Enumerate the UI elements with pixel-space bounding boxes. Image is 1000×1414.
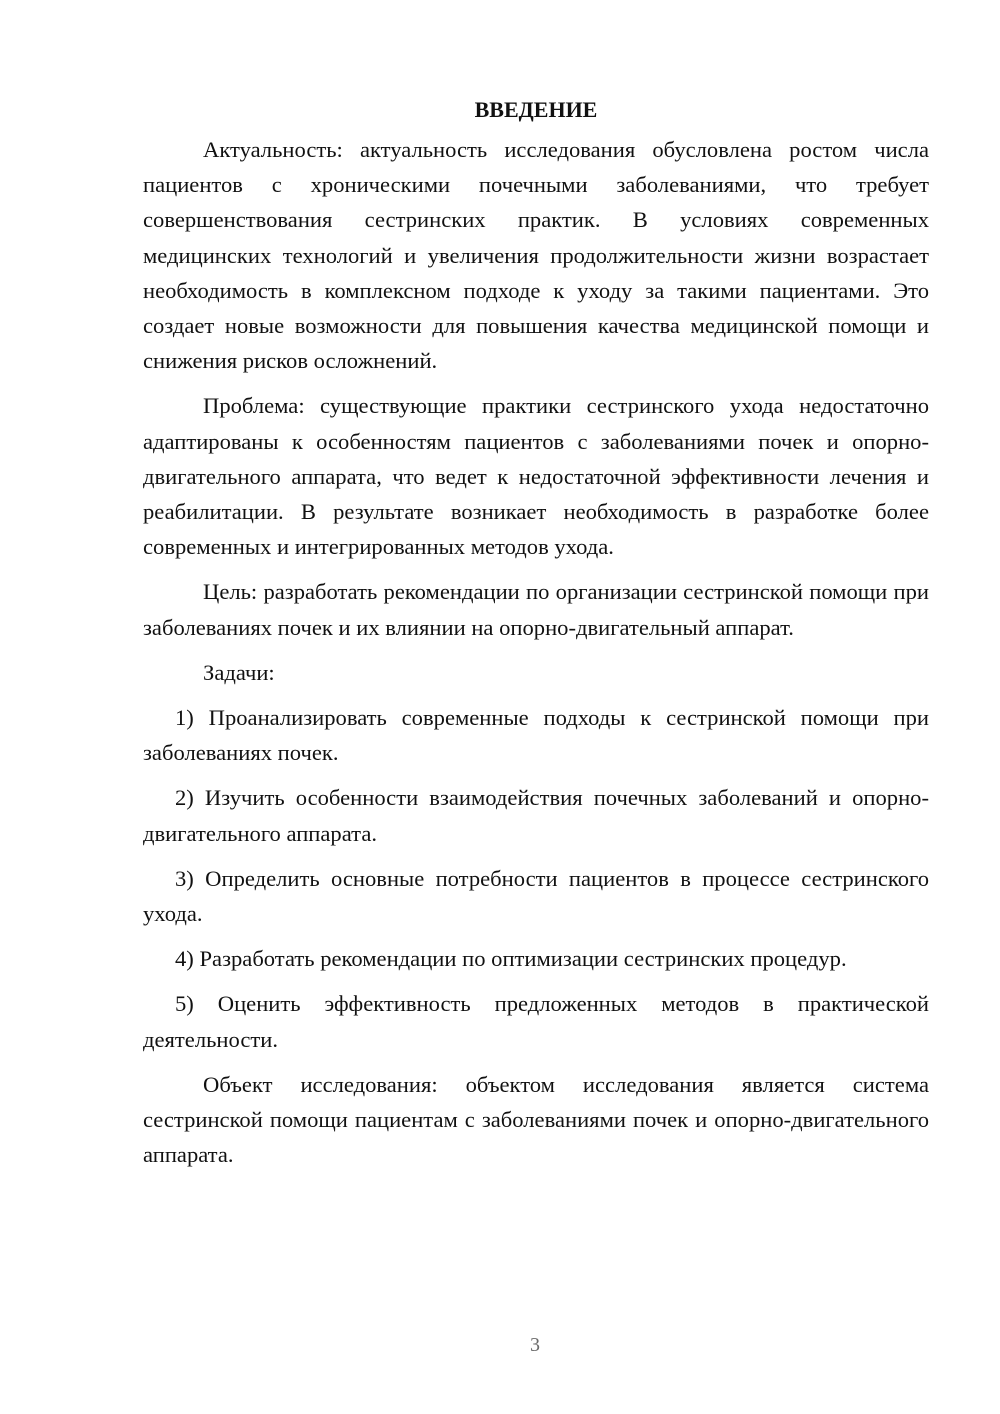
tasks-heading: Задачи: [203, 659, 275, 685]
task-item-4: 4) Разработать рекомендации по оптимизации сестринских процедур. [175, 946, 847, 972]
paragraph-object: Объект исследования: объектом исследования является система сестринской помощи пациентам с заболеваниями почек и опорно-двигательного аппарата. [143, 1071, 929, 1168]
task-item-5: 5) Оценить эффективность предложенных методов в практической деятельности. [143, 991, 929, 1052]
document-page [143, 92, 929, 1182]
paragraph-relevance: Актуальность: актуальность исследования обусловлена ростом числа пациентов с хроническими почечными заболеваниями, что требует совершенствования сестринских практик. В условиях современных медицинских технологий и увеличения продолжительности жизни возрастает необходимость в комплексном подходе к уходу за такими пациентами. Это создает новые возможности для повышения качества медицинской помощи и снижения рисков осложнений. [143, 137, 929, 374]
task-item-3: 3) Определить основные потребности пациентов в процессе сестринского ухода. [143, 865, 929, 927]
paragraph-problem: Проблема: существующие практики сестринского ухода недостаточно адаптированы к особенностям пациентов с заболеваниями почек и опорно-двигательного аппарата, что ведет к недостаточной эффективности лечения и реабилитации. В результате возникает необходимость в разработке более современных и интегрированных методов ухода. [143, 393, 929, 560]
paragraph-goal: Цель: разработать рекомендации по организации сестринской помощи при заболеваниях почек и их влиянии на опорно-двигательный аппарат. [143, 579, 929, 640]
task-item-2: 2) Изучить особенности взаимодействия почечных заболеваний и опорно-двигательного аппарата. [143, 785, 929, 846]
task-item-1: 1) Проанализировать современные подходы к сестринской помощи при заболеваниях почек. [143, 705, 929, 766]
page-title: ВВЕДЕНИЕ [474, 97, 598, 122]
page-number: 3 [530, 1334, 540, 1356]
